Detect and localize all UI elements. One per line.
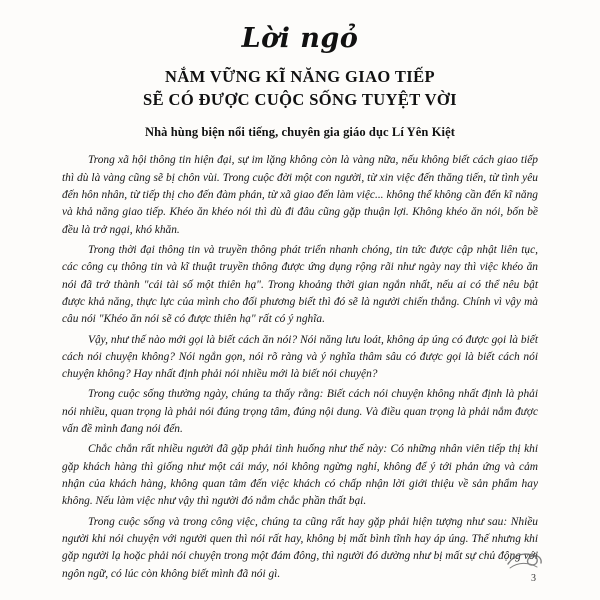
page-content <box>62 23 538 584</box>
heading-line-1: NẮM VỮNG KĨ NĂNG GIAO TIẾP <box>165 66 435 86</box>
heading-line-2: SẼ CÓ ĐƯỢC CUỘC SỐNG TUYỆT VỜI <box>143 90 457 110</box>
body-text <box>62 152 538 583</box>
paragraph: Trong thời đại thông tin và truyền thông phát triển nhanh chóng, tin tức được cập nhật liên tục, các công cụ thông tin và kĩ thuật truyền thông được ứng dụng rộng rãi như ngày nay thì việc khéo ăn nói đã trở thành "cái tài số một thiên hạ". Trong khoảng thời gian ngắn nhất, nếu ai có thể nêu bật được khả năng, thực lực của mình cho đối phương biết thì đó sẽ là người chiến thắng. Chính vì vậy mà câu nói "Khéo ăn nói sẽ có được thiên hạ" rất có ý nghĩa. <box>62 243 538 326</box>
paragraph: Trong cuộc sống và trong công việc, chúng ta cũng rất hay gặp phải hiện tượng như sau: Nhiều người khi nói chuyện với người quen thì nói rất hay, không bị mất bình tĩnh hay áp úng. Thế nhưng khi gặp người lạ hoặc phải nói chuyện trong một đám đông, thì người đó dường như bị mất sự chủ động với ngôn ngữ, có lúc còn không biết mình đã nói gì. <box>62 515 538 580</box>
paragraph: Trong xã hội thông tin hiện đại, sự im lặng không còn là vàng nữa, nếu không biết cách giao tiếp thì dù là vàng cũng sẽ bị chôn vùi. Trong cuộc đời một con người, từ xin việc đến thăng tiến, từ tình yêu đến hôn nhân, từ tiếp thị cho đến đàm phán, từ xã giao đến làm việc... không thể không cần đến kĩ năng và khả năng giao tiếp. Khéo ăn khéo nói thì dù đi đâu cũng gặp thuận lợi. Không khéo ăn nói, bốn bề đều là trở ngại, khó khăn. <box>62 154 538 236</box>
subheading-author: Nhà hùng biện nổi tiếng, chuyên gia giáo dục Lí Yên Kiệt <box>144 125 456 140</box>
paragraph: Chắc chắn rất nhiều người đã gặp phải tình huống như thế này: Có những nhân viên tiếp thị khi gặp khách hàng thì giống như một cái máy, nói không ngừng nghỉ, không để ý tới phản ứng và cảm nhận của khách hàng, không quan tâm đến việc khách có chấp nhận lời giới thiệu về sản phẩm hay không. Nếu làm việc như vậy thì người đó nắm chắc phần thất bại. <box>62 443 538 508</box>
paragraph: Trong cuộc sống thường ngày, chúng ta thấy rằng: Biết cách nói chuyện không nhất định là phải nói nhiều, quan trọng là phải nói đúng trọng tâm, đúng nội dung. Và điều quan trọng là phải nắm được vấn đề mình đang nói đến. <box>62 388 538 436</box>
page-number: 3 <box>531 573 536 584</box>
page-title: Lời ngỏ <box>241 23 359 54</box>
paragraph: Vậy, như thế nào mới gọi là biết cách ăn nói? Nói năng lưu loát, không áp úng có được gọi là biết cách nói chuyện không? Nói ngắn gọn, nói rõ ràng và ý nghĩa thâm sâu có được gọi là biết cách nói chuyện không? Hay nhất định phải nói nhiều mới là biết nói chuyện? <box>62 333 538 381</box>
